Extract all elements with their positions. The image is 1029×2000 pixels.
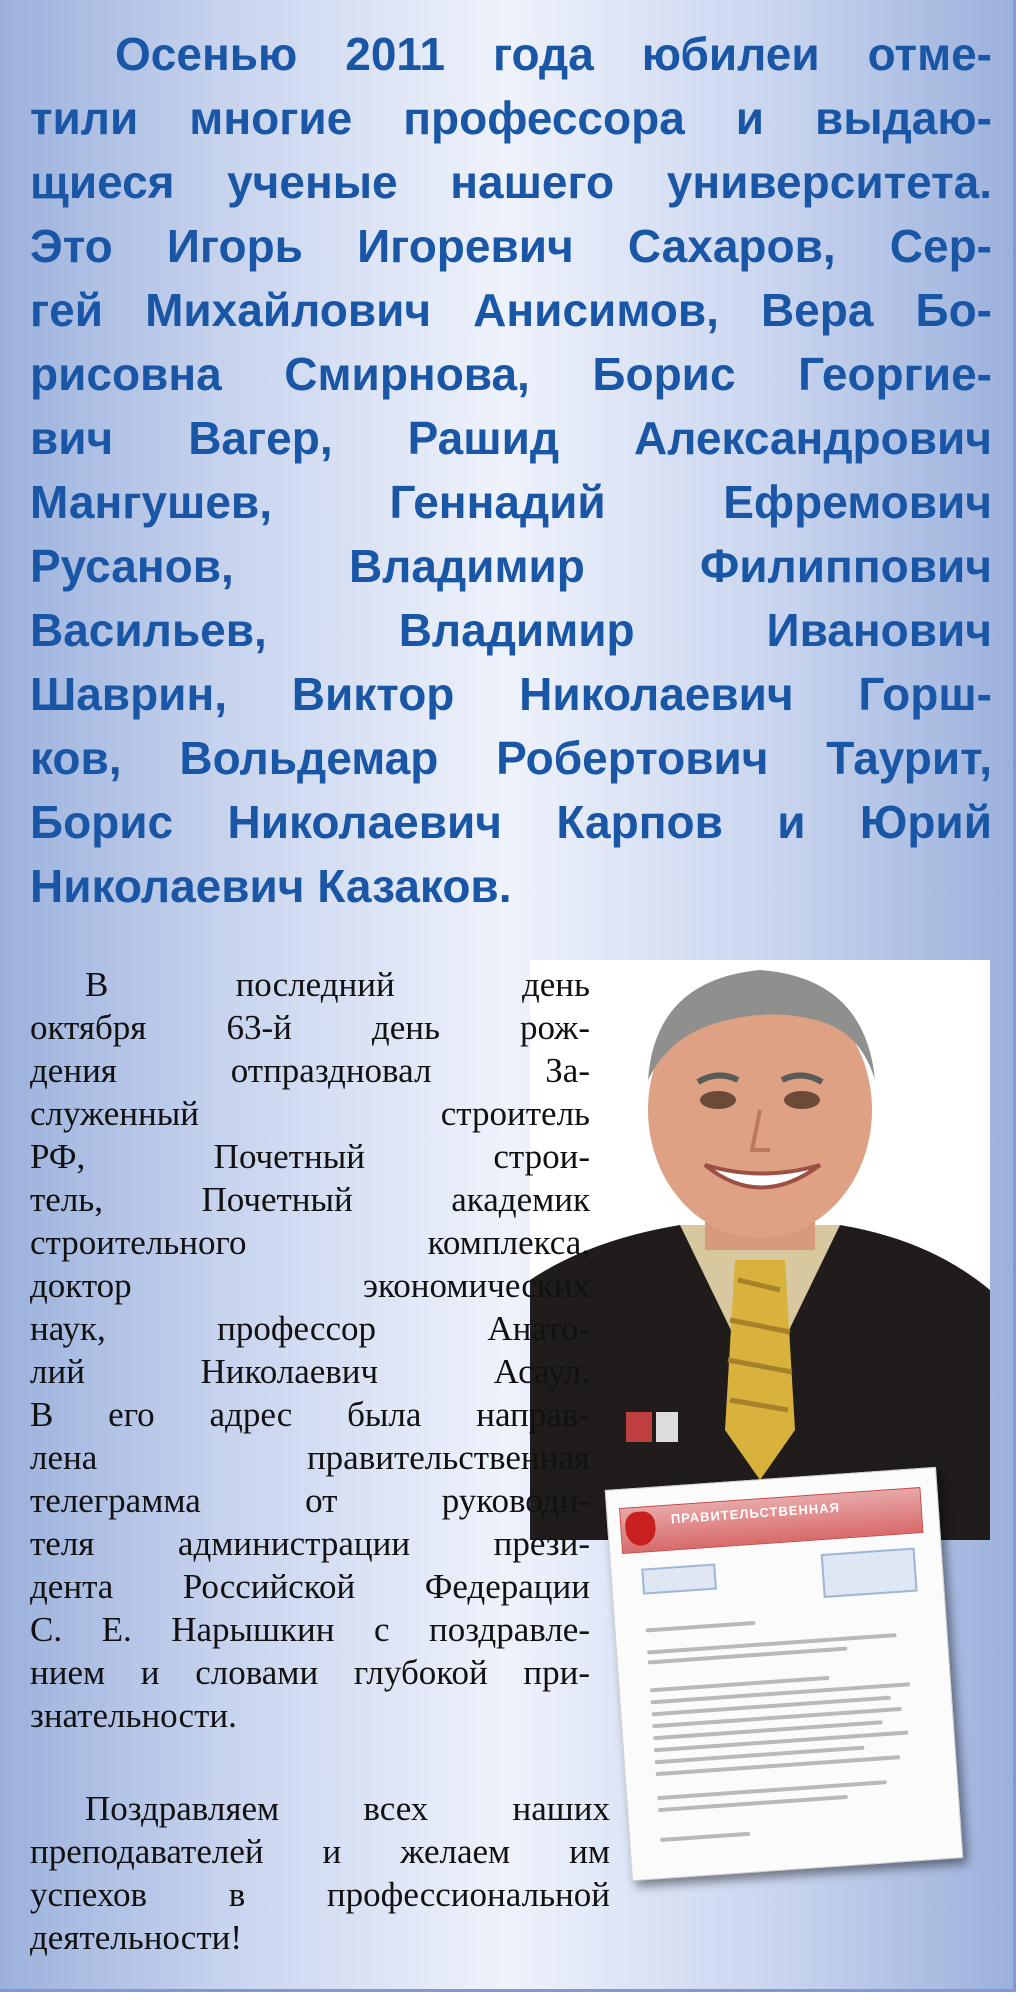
paragraph-line: дента Российской Федерации — [30, 1567, 590, 1606]
headline-line: Борис Николаевич Карпов и Юрий — [30, 796, 992, 848]
headline-line: тили многие профессора и выдаю- — [30, 92, 992, 144]
paragraph-line: телеграмма от руководи- — [30, 1481, 590, 1520]
paragraph-line: доктор экономических — [30, 1266, 590, 1305]
coat-of-arms-icon — [624, 1511, 656, 1547]
telegram-header — [619, 1487, 923, 1554]
headline-line: Осенью 2011 года юбилеи отме- — [115, 28, 992, 80]
paragraph-line: В его адрес была направ- — [30, 1395, 590, 1434]
portrait-illustration — [530, 960, 990, 1540]
paragraph-line: С. Е. Нарышкин с поздравле- — [30, 1610, 590, 1649]
telegram-text-line — [645, 1621, 755, 1633]
headline-line: Русанов, Владимир Филиппович — [30, 540, 992, 592]
paragraph-line: тель, Почетный академик — [30, 1180, 590, 1219]
telegram-text-line — [657, 1780, 887, 1800]
paragraph-line: деятельности! — [30, 1918, 243, 1957]
paragraph-congratulations — [30, 1787, 610, 1959]
telegram-stamp — [641, 1564, 717, 1595]
paragraph-line: дения отпраздновал За- — [30, 1051, 590, 1090]
paragraph-line: лий Николаевич Асаул. — [30, 1352, 590, 1391]
headline-line: Шаврин, Виктор Николаевич Горш- — [30, 668, 992, 720]
paragraph-line: РФ, Почетный строи- — [30, 1137, 590, 1176]
paragraph-birthday — [30, 963, 590, 1737]
paragraph-line: Поздравляем всех наших — [85, 1789, 610, 1828]
telegram-text-line — [660, 1832, 750, 1842]
portrait-photo — [530, 960, 990, 1540]
telegram-image — [605, 1467, 964, 1881]
headline-line: гей Михайлович Анисимов, Вера Бо- — [30, 284, 992, 336]
paragraph-line: строительного комплекса, — [30, 1223, 590, 1262]
paragraph-line: служенный строитель — [30, 1094, 590, 1133]
headline-line: вич Вагер, Рашид Александрович — [30, 412, 992, 464]
paragraph-line: преподавателей и желаем им — [30, 1832, 610, 1871]
paragraph-line: октября 63-й день рож- — [30, 1008, 590, 1047]
headline-line: Николаевич Казаков. — [30, 860, 512, 912]
headline-line: Мангушев, Геннадий Ефремович — [30, 476, 992, 528]
paragraph-line: наук, профессор Анато- — [30, 1309, 590, 1348]
paragraph-line: нием и словами глубокой при- — [30, 1653, 590, 1692]
paragraph-line: успехов в профессиональной — [30, 1875, 610, 1914]
headline — [30, 22, 992, 918]
paragraph-line: знательности. — [30, 1696, 237, 1735]
headline-line: Это Игорь Игоревич Сахаров, Сер- — [30, 220, 992, 272]
paragraph-line: лена правительственная — [30, 1438, 590, 1477]
headline-line: ков, Вольдемар Робертович Таурит, — [30, 732, 992, 784]
paragraph-line: теля администрации прези- — [30, 1524, 590, 1563]
telegram-stamp — [821, 1548, 918, 1598]
paragraph-line: В последний день — [85, 965, 590, 1004]
headline-line: рисовна Смирнова, Борис Георгие- — [30, 348, 992, 400]
headline-line: Васильев, Владимир Иванович — [30, 604, 992, 656]
telegram-title: ПРАВИТЕЛЬСТВЕННАЯ — [670, 1499, 841, 1527]
headline-line: щиеся ученые нашего университета. — [30, 156, 992, 208]
